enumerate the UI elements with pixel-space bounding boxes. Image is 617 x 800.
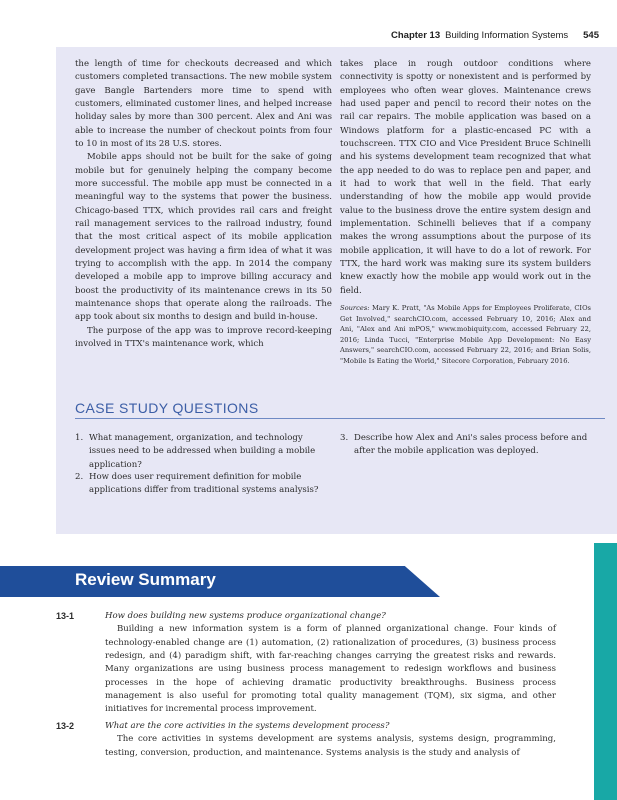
review-item-body: The core activities in systems development are systems analysis, systems design, programming, testing, conversion, production, and maintenance. Systems analysis is the study and analysis of [105,734,556,758]
question-number: 2. [75,472,84,482]
chapter-side-tab [594,543,617,800]
case-paragraph: the length of time for checkouts decreased and which customers completed transactions. The new mobile system gave Bangle Bartenders more time to spend with customers, eliminated customer lines, and helped increase holiday sales by more than 300 percent. Alex and Ani was able to increase the number of checkout points from four to 10 in most of its 28 U.S. stores. [75,59,332,149]
page-number: 545 [583,30,599,41]
question-text: Describe how Alex and Ani's sales process before and after the mobile application was deployed. [354,433,588,457]
sources-label: Sources: [340,303,370,312]
case-question [340,432,595,459]
review-summary-banner [0,566,440,597]
question-text: What management, organization, and technology issues need to be addressed when building a mobile application? [89,433,316,470]
review-item [56,610,556,717]
review-item-number: 13-1 [56,611,75,621]
case-question [75,432,325,472]
case-right-column [340,58,591,366]
review-item [56,720,556,760]
case-paragraph: takes place in rough outdoor conditions where connectivity is spotty or nonexistent and is performed by employees who often wear gloves. Maintenance crews had used paper and pencil to record their notes on the rail car repairs. The mobile application was based on a Windows platform for a plastic-encased PC with a touchscreen. TTX CIO and Vice President Bruce Schinelli and his systems development team recognized that what the app needed to do was to replace pen and paper, and it had to work that well in the field. That early understanding of how the mobile app would provide value to the business drove the entire system design and implementation. Schinelli believes that if a company makes the wrong assumptions about the purpose of its mobile application, it will have to do a lot of rework. For TTX, the hard work was making sure its system builders knew exactly how the mobile app would work out in the field. [340,59,591,296]
review-summary-title: Review Summary [75,570,216,589]
question-number: 1. [75,433,84,443]
review-item-question: How does building new systems produce organizational change? [105,611,386,621]
case-question [75,471,325,498]
case-left-column [75,58,332,351]
chapter-title: Building Information Systems [445,30,569,41]
sources-note [340,303,591,367]
question-number: 3. [340,433,349,443]
review-item-number: 13-2 [56,721,75,731]
question-text: How does user requirement definition for mobile applications differ from traditional systems analysis? [89,472,319,496]
review-item-question: What are the core activities in the systems development process? [105,721,390,731]
review-item-body: Building a new information system is a form of planned organizational change. Four kinds of technology-enabled change are (1) automation, (2) rationalization of procedures, (3) business process redesign, and (4) paradigm shift, with far-reaching changes carrying the greatest risks and rewards. Many organizations are using business process management to redesign workflows and business processes in the hope of achieving dramatic productivity breakthroughs. Business process management is also useful for promoting total quality management (TQM), six sigma, and other initiatives for incremental process improvement. [105,624,556,715]
case-questions-rule [75,418,605,419]
sources-text: Mary K. Pratt, "As Mobile Apps for Employees Proliferate, CIOs Get Involved," searchCIO.com, accessed February 10, 2016; Alex and Ani, "Alex and Ani mPOS," www.mobiquity.com, accessed February 22, 2016; Linda Tucci, "Enterprise Mobile App Development: No Easy Answers," searchCIO.com, accessed February 22, 2016; and Brian Solis, "Mobile Is Eating the World," Sitecore Corporation, February 2016. [340,303,591,365]
case-questions-title: CASE STUDY QUESTIONS [75,400,259,416]
chapter-label: Chapter 13 [391,30,441,41]
running-header [391,30,599,41]
case-paragraph: The purpose of the app was to improve record-keeping involved in TTX's maintenance work, which [75,325,332,349]
case-paragraph: Mobile apps should not be built for the sake of going mobile but for genuinely helping the company become more successful. The mobile app must be connected in a meaningful way to the systems that power the business. Chicago-based TTX, which provides rail cars and freight rail management services to the railroad industry, found that the most critical aspect of its mobile application development project was having a firm idea of what it was trying to accomplish with the app. In 2014 the company developed a mobile app to improve billing accuracy and boost the productivity of its maintenance crews in its 50 maintenance shops that operate along the railroads. The app took about six months to design and build in-house. [75,152,332,323]
